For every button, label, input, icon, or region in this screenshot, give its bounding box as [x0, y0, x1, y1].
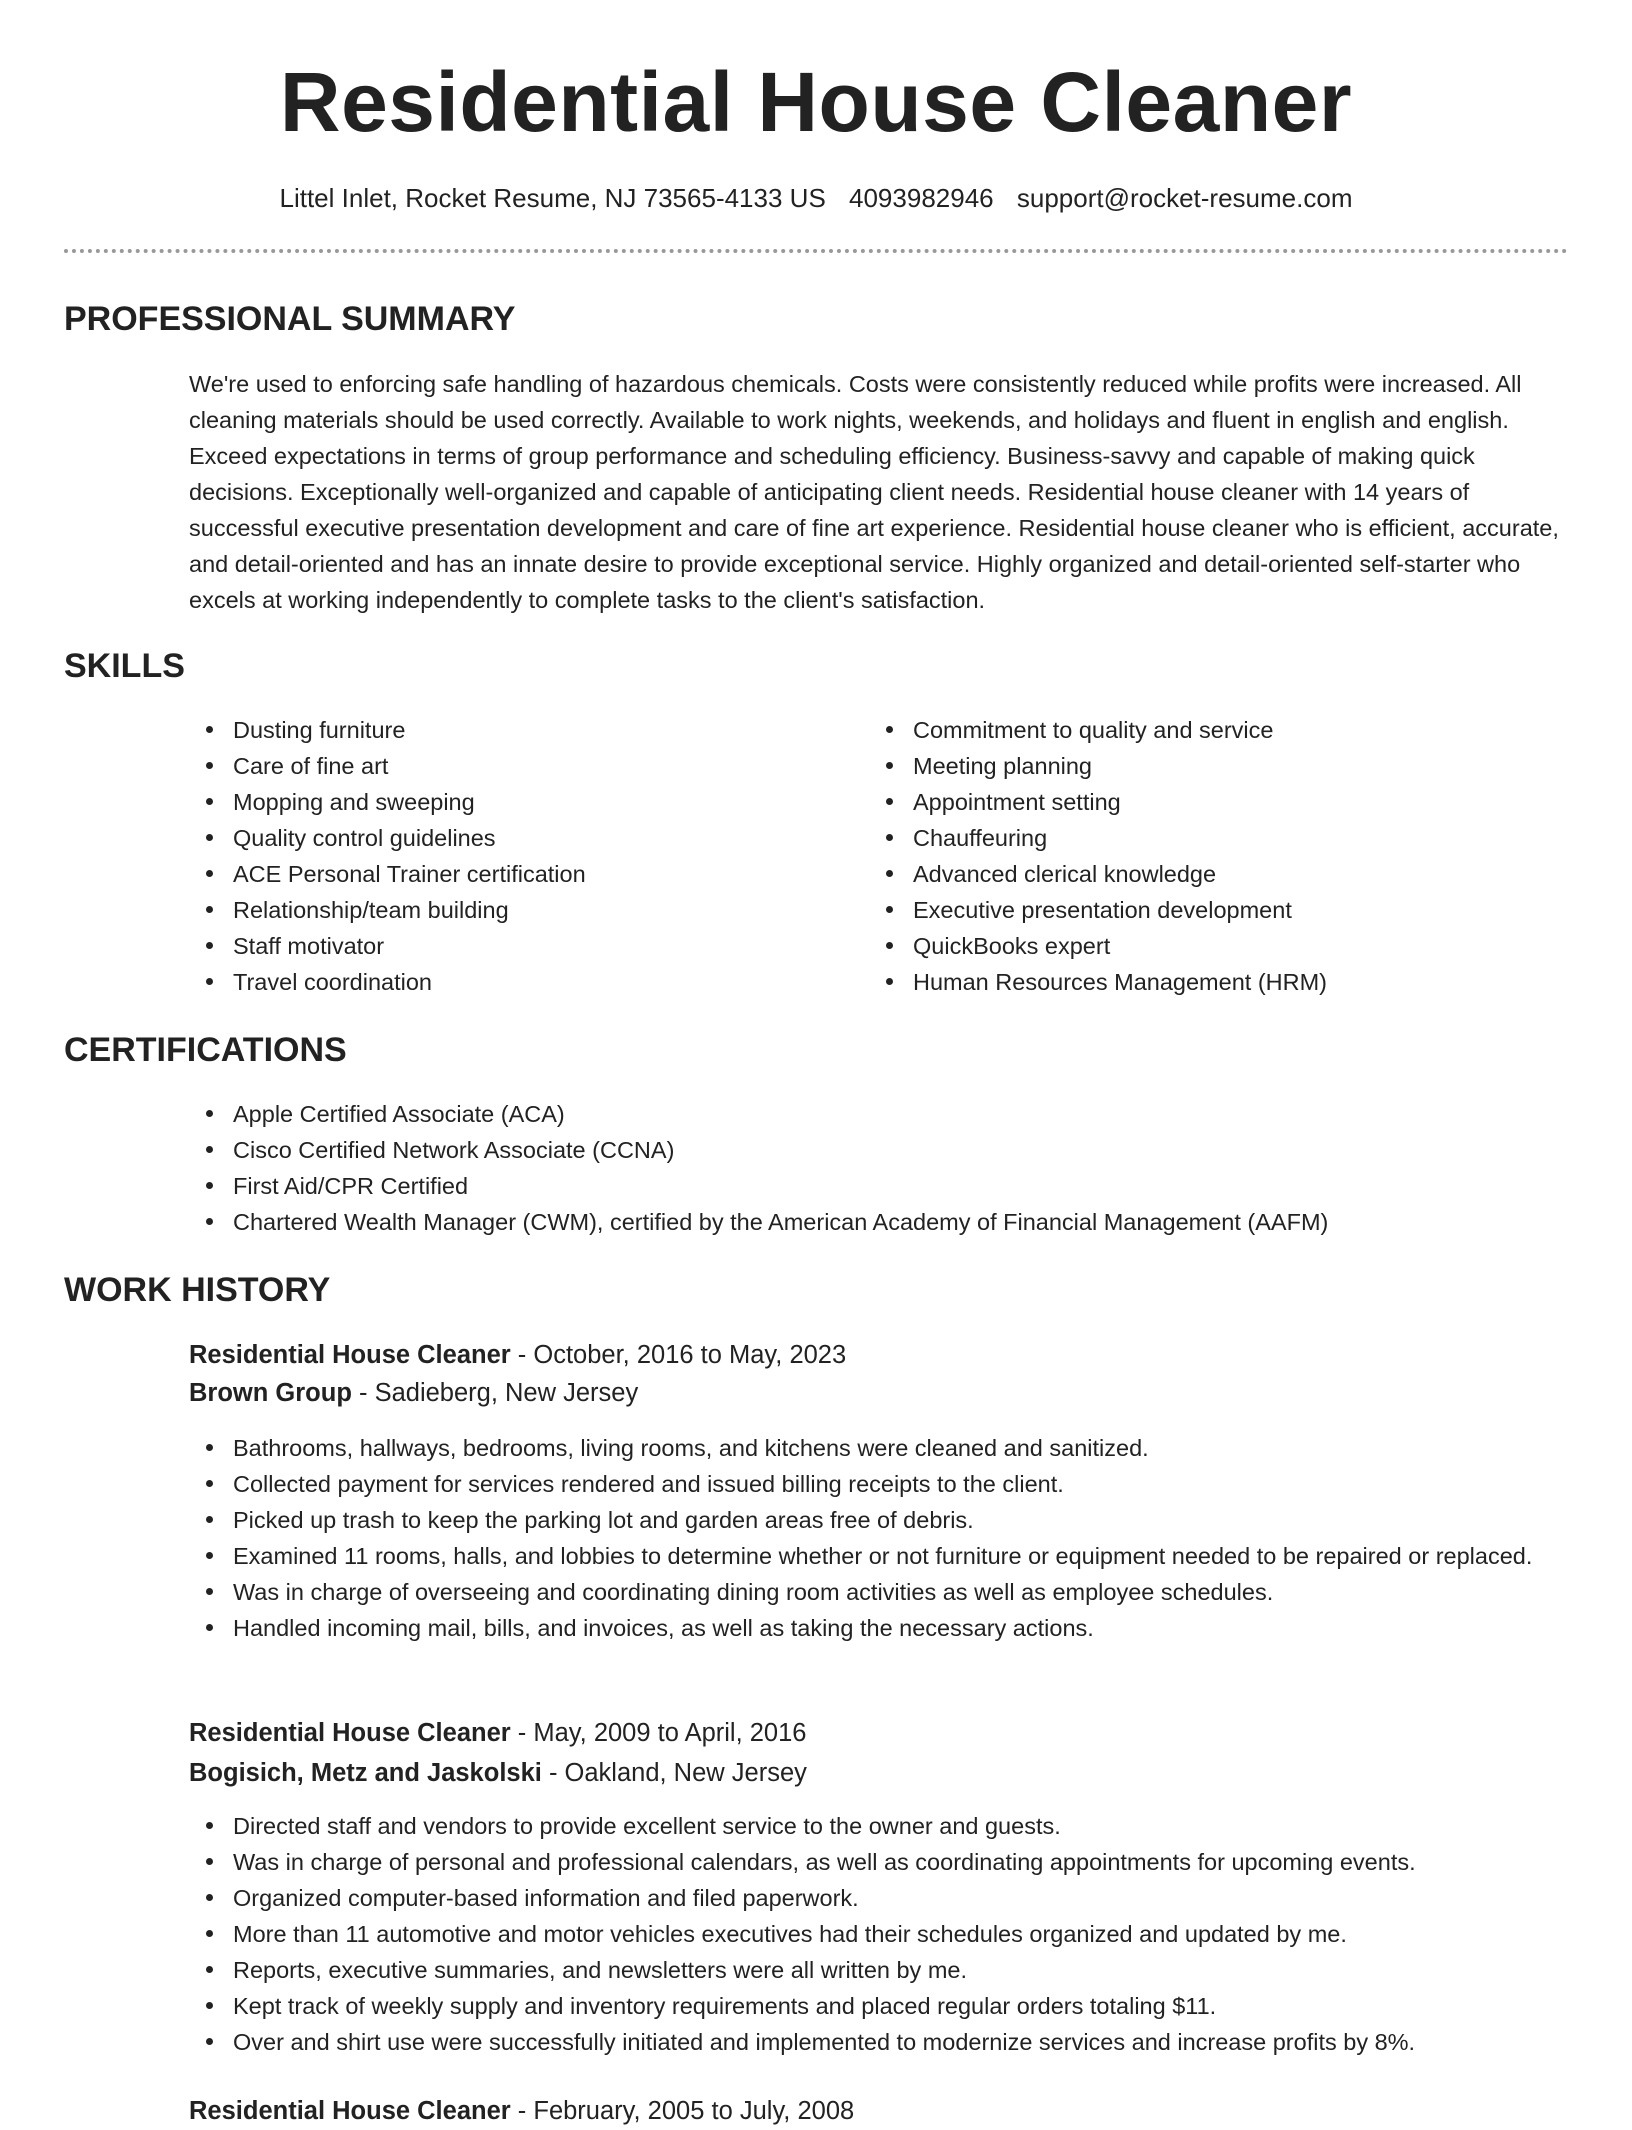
- skill-item: Dusting furniture: [189, 712, 849, 748]
- job-duties-list: [189, 1808, 1589, 2060]
- skills-list-right: [869, 712, 1559, 1000]
- job-dates: - May, 2009 to April, 2016: [510, 1719, 807, 1747]
- skill-item: Chauffeuring: [869, 820, 1559, 856]
- section-title-certifications: CERTIFICATIONS: [64, 1031, 347, 1069]
- job-company: Brown Group: [189, 1379, 352, 1407]
- section-title-summary: PROFESSIONAL SUMMARY: [64, 300, 516, 338]
- job-company-line: [189, 1374, 638, 1412]
- skill-item: Human Resources Management (HRM): [869, 964, 1559, 1000]
- job-company: Bogisich, Metz and Jaskolski: [189, 1759, 542, 1787]
- skill-item: Appointment setting: [869, 784, 1559, 820]
- skill-item: Travel coordination: [189, 964, 849, 1000]
- job-duty-item: Bathrooms, hallways, bedrooms, living rooms, and kitchens were cleaned and sanitized.: [189, 1430, 1549, 1466]
- skill-item: Mopping and sweeping: [189, 784, 849, 820]
- job-duty-item: Organized computer-based information and filed paperwork.: [189, 1880, 1589, 1916]
- job-duties-list: [189, 1430, 1549, 1646]
- skill-item: Meeting planning: [869, 748, 1559, 784]
- phone-number: 4093982946: [849, 183, 994, 213]
- job-duty-item: Picked up trash to keep the parking lot and garden areas free of debris.: [189, 1502, 1549, 1538]
- job-location: - Sadieberg, New Jersey: [351, 1379, 639, 1407]
- job-duty-item: More than 11 automotive and motor vehicles executives had their schedules organized and updated by me.: [189, 1916, 1589, 1952]
- job-duty-item: Was in charge of overseeing and coordinating dining room activities as well as employee schedules.: [189, 1574, 1549, 1610]
- job-duty-item: Examined 11 rooms, halls, and lobbies to determine whether or not furniture or equipment needed to be repaired or replaced.: [189, 1538, 1549, 1574]
- skill-item: Staff motivator: [189, 928, 849, 964]
- job-position: Residential House Cleaner: [189, 2097, 511, 2125]
- job-position: Residential House Cleaner: [189, 1341, 511, 1369]
- certification-item: Apple Certified Associate (ACA): [189, 1096, 1559, 1132]
- candidate-name: Residential House Cleaner: [279, 55, 1353, 149]
- skill-item: Relationship/team building: [189, 892, 849, 928]
- job-duty-item: Reports, executive summaries, and newsletters were all written by me.: [189, 1952, 1589, 1988]
- job-company-line: [189, 1754, 807, 1792]
- certification-item: Chartered Wealth Manager (CWM), certified by the American Academy of Financial Management (AAFM): [189, 1204, 1559, 1240]
- job-duty-item: Kept track of weekly supply and inventory requirements and placed regular orders totaling $11.: [189, 1988, 1589, 2024]
- job-position: Residential House Cleaner: [189, 1719, 511, 1747]
- skill-item: Commitment to quality and service: [869, 712, 1559, 748]
- header-divider: [64, 249, 1568, 253]
- job-duty-item: Handled incoming mail, bills, and invoices, as well as taking the necessary actions.: [189, 1610, 1549, 1646]
- job-dates: - October, 2016 to May, 2023: [510, 1341, 847, 1369]
- skill-item: Care of fine art: [189, 748, 849, 784]
- summary-text: We're used to enforcing safe handling of hazardous chemicals. Costs were consistently reduced while profits were increased. All cleaning materials should be used correctly. Available to work nights, weekends, and holidays and fluent in english and english. Exceed expectations in terms of group performance and scheduling efficiency. Business-savvy and capable of making quick decisions. Exceptionally well-organized and capable of anticipating client needs. Residential house cleaner with 14 years of successful executive presentation development and care of fine art experience. Residential house cleaner who is efficient, accurate, and detail-oriented and has an innate desire to provide exceptional service. Highly organized and detail-oriented self-starter who excels at working independently to complete tasks to the client's satisfaction.: [189, 371, 1559, 613]
- certifications-list: [189, 1096, 1559, 1240]
- job-duty-item: Directed staff and vendors to provide excellent service to the owner and guests.: [189, 1808, 1589, 1844]
- job-duty-item: Collected payment for services rendered and issued billing receipts to the client.: [189, 1466, 1549, 1502]
- job-title-line: [189, 1714, 806, 1752]
- skill-item: Executive presentation development: [869, 892, 1559, 928]
- email-address: support@rocket-resume.com: [1016, 183, 1353, 213]
- job-title-line: [189, 1336, 846, 1374]
- certification-item: Cisco Certified Network Associate (CCNA): [189, 1132, 1559, 1168]
- section-title-work-history: WORK HISTORY: [64, 1271, 331, 1309]
- job-duty-item: Over and shirt use were successfully initiated and implemented to modernize services and increase profits by 8%.: [189, 2024, 1589, 2060]
- contact-line: [0, 180, 1632, 216]
- skill-item: Advanced clerical knowledge: [869, 856, 1559, 892]
- skill-item: ACE Personal Trainer certification: [189, 856, 849, 892]
- certification-item: First Aid/CPR Certified: [189, 1168, 1559, 1204]
- skill-item: QuickBooks expert: [869, 928, 1559, 964]
- job-location: - Oakland, New Jersey: [541, 1759, 807, 1787]
- job-dates: - February, 2005 to July, 2008: [510, 2097, 855, 2125]
- job-duty-item: Was in charge of personal and professional calendars, as well as coordinating appointments for upcoming events.: [189, 1844, 1589, 1880]
- skill-item: Quality control guidelines: [189, 820, 849, 856]
- skills-list-left: [189, 712, 849, 1000]
- job-title-line: [189, 2092, 854, 2130]
- address: Littel Inlet, Rocket Resume, NJ 73565-4133 US: [279, 183, 826, 213]
- section-title-skills: SKILLS: [64, 647, 185, 685]
